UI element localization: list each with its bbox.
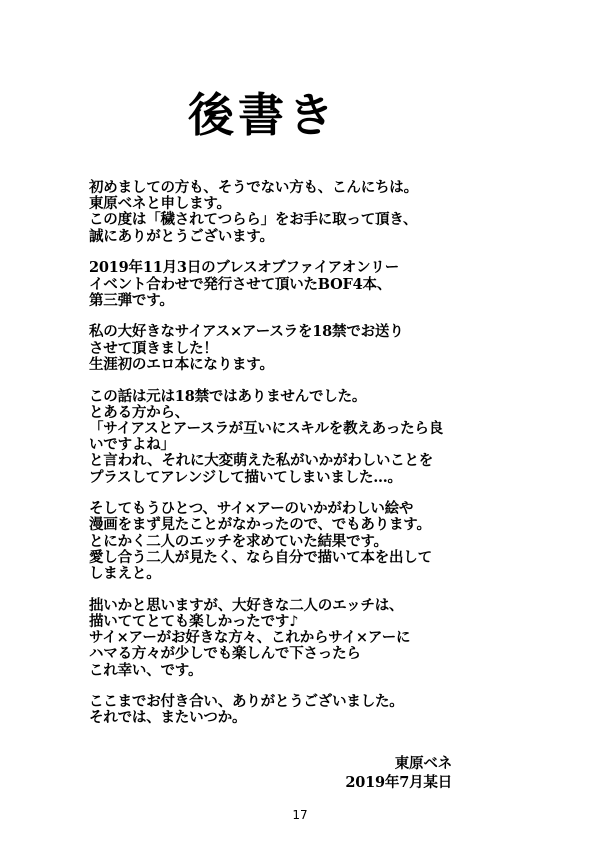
text-line: と言われ、それに大変萌えた私がいかがわしいことを [89, 452, 434, 470]
text-line: ここまでお付き合い、ありがとうございました。 [89, 693, 404, 711]
page-title: 後書き [188, 88, 338, 142]
paragraph-motivation [89, 501, 559, 582]
text-line: とある方から、 [89, 403, 190, 421]
text-line: サイ×アーがお好きな方々、これからサイ×アーに [89, 629, 411, 647]
text-line: ハマる方々が少しでも楽しんで下さったら [89, 645, 361, 663]
text-line: イベント合わせで発行させて頂いたBOF4本、 [89, 275, 392, 293]
text-line: プラスしてアレンジして描いてしまいました…。 [89, 468, 402, 486]
page-number: 17 [292, 808, 308, 822]
paragraph-origin [89, 389, 559, 486]
paragraph-event [89, 260, 559, 309]
paragraph-thanks-readers [89, 598, 559, 679]
signature-date: 2019年7月某日 [345, 774, 452, 791]
author-name: 東原ベネ [394, 755, 452, 772]
text-line: 愛し合う二人が見たく、なら自分で描いて本を出して [89, 548, 432, 566]
text-line: しまえと。 [89, 565, 161, 583]
text-line: 拙いかと思いますが、大好きな二人のエッチは、 [89, 596, 404, 614]
text-line: 生涯初のエロ本になります。 [89, 355, 274, 373]
text-line: それでは、またいつか。 [89, 709, 247, 727]
signature-block [345, 754, 452, 792]
text-line: 初めましての方も、そうでない方も、こんにちは。 [89, 179, 418, 196]
paragraph-intro [89, 324, 559, 373]
paragraph-closing [89, 694, 559, 726]
text-line: 第三弾です。 [89, 291, 174, 309]
text-line: いですよね」 [89, 436, 175, 454]
text-line: 私の大好きなサイアス×アースラを18禁でお送り [89, 323, 404, 341]
text-line: させて頂きました！ [89, 339, 218, 357]
text-line: とにかく二人のエッチを求めていた結果です。 [89, 532, 388, 550]
text-line: 東原ベネと申します。 [89, 195, 231, 213]
afterword-body [89, 180, 559, 742]
text-line: 誠にありがとうございます。 [89, 227, 274, 245]
text-line: この度は「穢されてつらら」をお手に取って頂き、 [89, 211, 418, 229]
text-line: この話は元は18禁ではありませんでした。 [89, 387, 367, 405]
text-line: 描いててとても楽しかったです♪ [89, 612, 299, 630]
text-line: これ幸い、です。 [89, 661, 203, 679]
text-line: 2019年11月3日のブレスオブファイアオンリー [89, 259, 400, 277]
text-line: 漫画をまず見たことがなかったので、でもあります。 [89, 516, 431, 534]
text-line: そしてもうひとつ、サイ×アーのいかがわしい絵や [89, 500, 414, 518]
paragraph-greeting [89, 180, 559, 245]
text-line: 「サイアスとアースラが互いにスキルを教えあったら良 [89, 419, 444, 437]
